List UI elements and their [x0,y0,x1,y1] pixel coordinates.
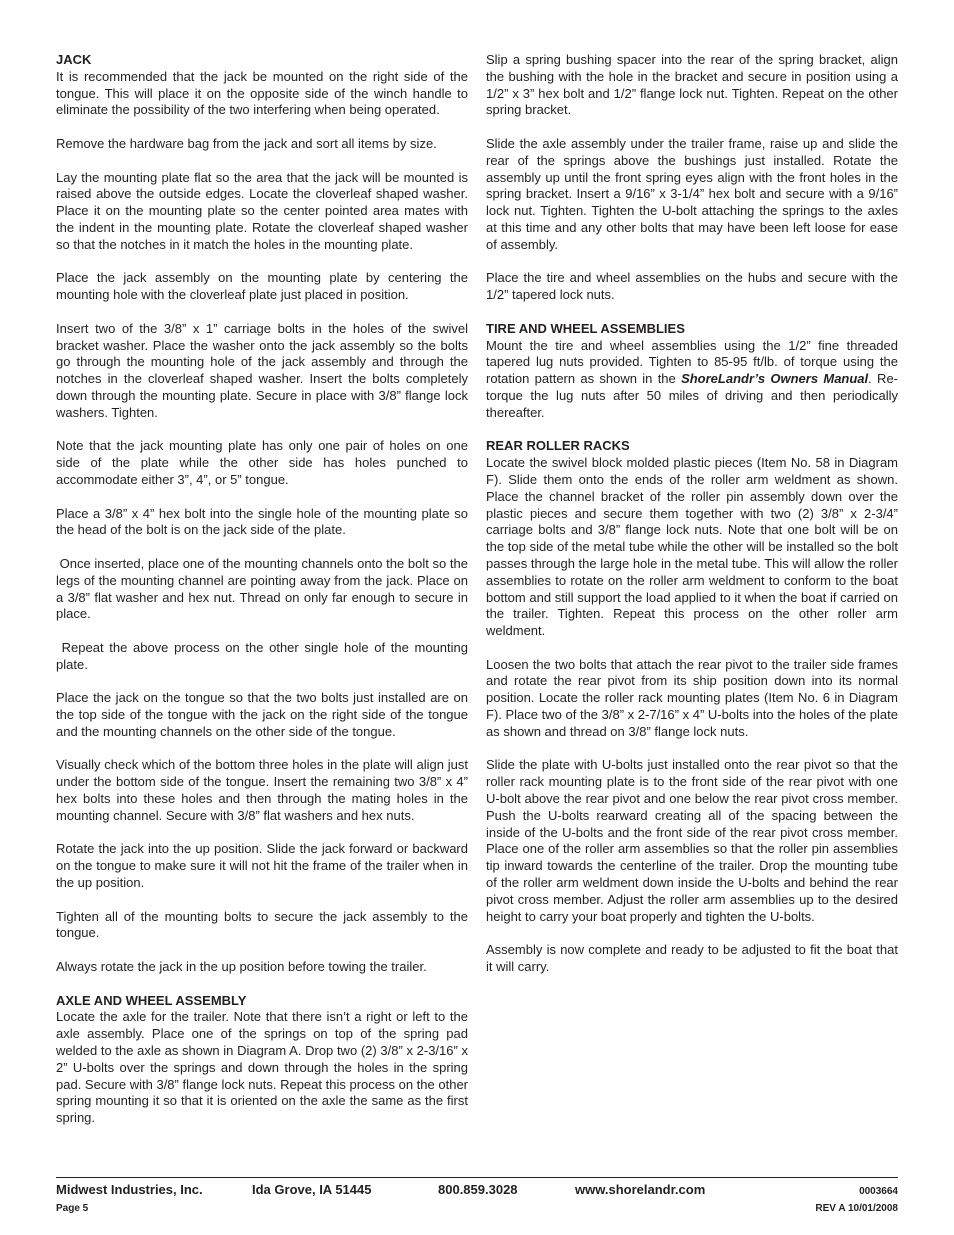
jack-paragraph: Place a 3/8” x 4” hex bolt into the single hole of the mounting plate so the head of the bolt is on the jack side of the plate. [56,505,468,538]
jack-heading: JACK [56,52,92,67]
footer-phone: 800.859.3028 [438,1182,518,1197]
jack-paragraph: Insert two of the 3/8” x 1” carriage bolts in the holes of the swivel bracket washer. Place the washer onto the jack assembly so the bolts go through the mounting hole of the jack assembly and through the notches in the cloverleaf shaped washer. Insert the bolts completely down through the mounting plate. Secure in place with 3/8” flange lock washers. Tighten. [56,320,468,420]
racks-paragraph: Locate the swivel block molded plastic pieces (Item No. 58 in Diagram F). Slide them onto the ends of the roller arm weldment as shown. Place the channel bracket of the roller pin assembly down over the plastic pieces and secure them together with two (2) 3/8” x 2-3/4” carriage bolts and 3/8” flange lock nuts. Note that one bolt will be on the top side of the metal tube while the other will be installed so the bolt passes through the large hole in the metal tube. This will allow the roller assemblies to rotate on the roller arm weldment to conform to the boat bottom and still support the load applied to it when the boat if carried on the trailer. Tighten. Repeat this process on the other roller arm weldment. [486,455,898,639]
footer-company: Midwest Industries, Inc. [56,1182,203,1197]
racks-paragraph: Slide the plate with U-bolts just installed onto the rear pivot so that the roller rack mounting plate is to the front side of the rear pivot with one U-bolt above the rear pivot and one below the rear pivot cross member. Push the U-bolts rearward creating all of the spacing between the inside of the U-bolts and the front side of the rear pivot cross member. Place one of the roller arm assemblies so that the roller pin assemblies tip inward towards the centerline of the trailer. Drop the mounting tube of the roller arm weldment down inside the U-bolts and behind the rear pivot cross member. Adjust the roller arm assemblies up to the desired height to carry your boat properly and tighten the U-bolts. [486,757,898,924]
jack-paragraph: Tighten all of the mounting bolts to secure the jack assembly to the tongue. [56,908,468,941]
footer-revision: REV A 10/01/2008 [815,1203,898,1214]
jack-paragraph: Visually check which of the bottom three holes in the plate will align just under the bottom side of the tongue. Insert the remaining two 3/8” x 4” hex bolts into these holes and then through the mating holes in the mounting channel. Secure with 3/8” flat washers and hex nuts. [56,757,468,823]
racks-paragraph: Assembly is now complete and ready to be adjusted to fit the boat that it will carry. [486,942,898,975]
tire-paragraph [486,338,898,422]
tire-text-before: Mount the tire and wheel assemblies using the 1/2” fine threaded tapered lug nuts provided. Tighten to 85-95 ft/lb. of torque using the rotation pattern as shown in the [486,337,898,387]
axle-paragraph: Place the tire and wheel assemblies on the hubs and secure with the 1/2” tapered lock nuts. [486,270,898,303]
jack-paragraph: Rotate the jack into the up position. Slide the jack forward or backward on the tongue to make sure it will not hit the frame of the trailer when in the up position. [56,841,468,891]
axle-paragraph: Slip a spring bushing spacer into the rear of the spring bracket, align the bushing with the hole in the bracket and secure in position using a 1/2” x 3” hex bolt and 1/2” flange lock nut. Tighten. Repeat on the other spring bracket. [486,52,898,118]
jack-paragraph: It is recommended that the jack be mounted on the right side of the tongue. This will place it on the opposite side of the winch handle to eliminate the possibility of the two interfering when being operated. [56,68,468,118]
racks-heading: REAR ROLLER RACKS [486,438,630,454]
tire-heading: TIRE AND WHEEL ASSEMBLIES [486,320,685,336]
footer-website: www.shorelandr.com [575,1182,706,1197]
jack-paragraph: Place the jack assembly on the mounting plate by centering the mounting hole with the cloverleaf plate just placed in position. [56,270,468,303]
footer-city: Ida Grove, IA 51445 [252,1182,372,1197]
footer-divider [56,1177,898,1178]
racks-paragraph: Loosen the two bolts that attach the rear pivot to the trailer side frames and rotate the rear pivot from its ship position down into its normal position. Locate the roller rack mounting plates (Item No. 6 in Diagram F). Place two of the 3/8” x 2-7/16” x 4” U-bolts into the holes of the plate as shown and thread on 3/8” flange lock nuts. [486,656,898,739]
axle-paragraph: Locate the axle for the trailer. Note that there isn’t a right or left to the axle assembly. Place one of the springs on top of the spring pad welded to the axle as shown in Diagram A. Drop two (2) 3/8” x 2-3/16” x 2” U-bolts over the springs and down through the holes in the spring pad. Secure with 3/8” flange lock nuts. Repeat this process on the other spring mounting it so that it is oriented on the axle the same as the first spring. [56,1009,468,1126]
jack-paragraph: Note that the jack mounting plate has only one pair of holes on one side of the plate while the other side has holes punched to accommodate either 3”, 4”, or 5” tongue. [56,438,468,487]
footer-page-number: Page 5 [56,1203,89,1214]
left-column [56,52,472,1144]
footer-doc-number: 0003664 [859,1186,898,1197]
right-column [486,52,898,993]
jack-paragraph: Place the jack on the tongue so that the two bolts just installed are on the top side of the tongue with the jack on the right side of the tongue and the mounting channels on the other side of the tongue. [56,690,468,739]
jack-paragraph: Always rotate the jack in the up position before towing the trailer. [56,959,427,975]
axle-heading: AXLE AND WHEEL ASSEMBLY [56,992,247,1008]
jack-paragraph: Repeat the above process on the other single hole of the mounting plate. [56,639,472,672]
owners-manual-reference: ShoreLandr’s Owners Manual [681,371,869,387]
axle-paragraph: Slide the axle assembly under the trailer frame, raise up and slide the rear of the springs above the bushings just installed. Rotate the assembly up until the front spring eyes align with the front holes in the spring bracket. Insert a 9/16” x 3-1/4” hex bolt and secure with a 9/16” lock nut. Tighten. Tighten the U-bolt attaching the springs to the axles at this time and any other bolts that may have been left loose for ease of assembly. [486,135,898,252]
jack-paragraph: Lay the mounting plate flat so the area that the jack will be mounted is raised above the outside edges. Locate the cloverleaf shaped washer. Place it on the mounting plate so the center pointed area mates with the indent in the mounting plate. Rotate the cloverleaf shaped washer so that the notches in it match the holes in the mounting plate. [56,169,468,252]
jack-paragraph: Remove the hardware bag from the jack and sort all items by size. [56,135,437,151]
jack-paragraph: Once inserted, place one of the mounting channels onto the bolt so the legs of the mounting channel are pointing away from the jack. Place on a 3/8” flat washer and hex nut. Thread on only far enough to secure in place. [56,555,472,622]
tire-text-after: . Re-torque the lug nuts after 50 miles of driving and then periodically thereafter. [486,371,899,420]
